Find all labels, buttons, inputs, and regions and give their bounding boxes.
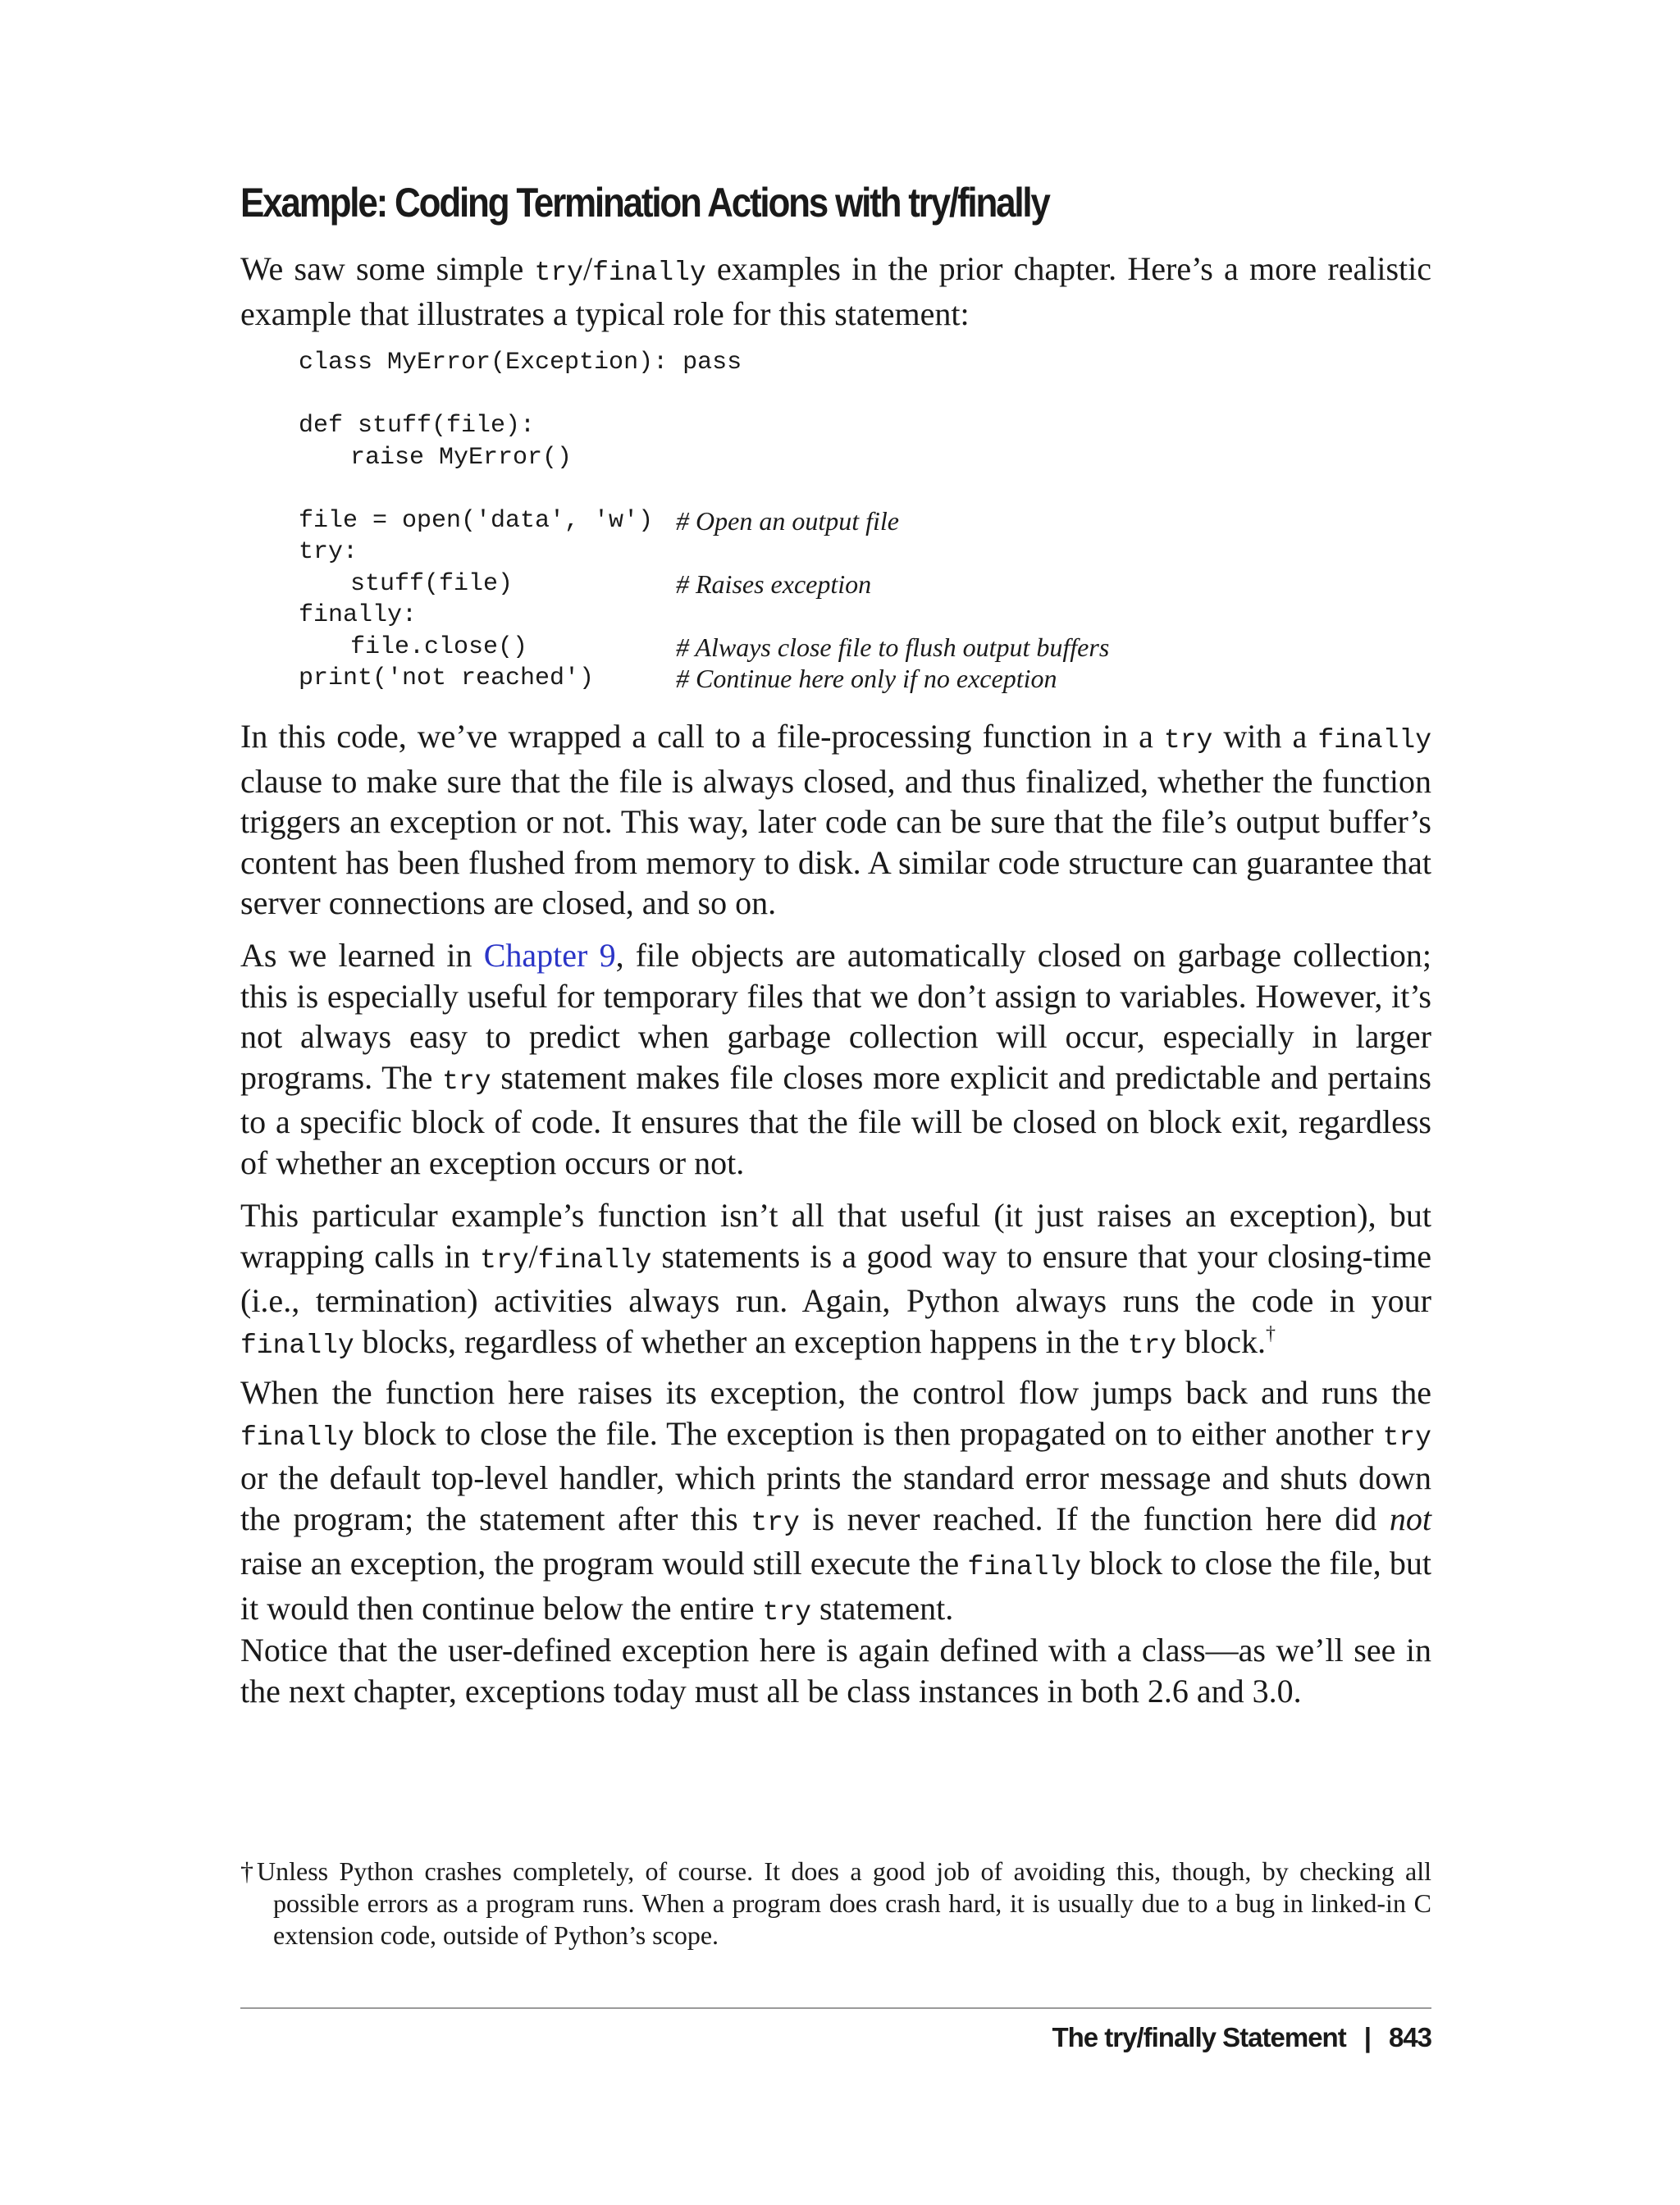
code-comment: # Open an output file [676, 505, 899, 536]
code-example [299, 347, 1365, 695]
chapter-9-link[interactable]: Chapter 9 [483, 937, 616, 974]
section-heading: Example: Coding Termination Actions with try/finally [240, 180, 1049, 226]
code-line: class MyError(Exception): pass [299, 349, 742, 377]
code-comment: # Raises exception [676, 568, 872, 599]
code-comment: # Always close file to flush output buffers [676, 632, 1110, 662]
footnote-text: Unless Python crashes completely, of course. It does a good job of avoiding this, though, by checking all possible errors as a program runs. When a program does crash hard, it is usually due to a bug in linked-in C extension code, outside of Python’s scope. [257, 1856, 1431, 1950]
paragraph-2: As we learned in Chapter 9, file objects are automatically closed on garbage collection; this is especially useful for temporary files that we don’t assign to variables. However, it’s not always easy to predict when garbage collection will occur, especially in larger programs. The try statement makes file closes more explicit and predictable and pertains to a specific block of code. It ensures that the file will be closed on block exit, regardless of whether an exception occurs or not. [240, 937, 1431, 1181]
intro-paragraph: We saw some simple try/finally examples in the prior chapter. Here’s a more realistic example that illustrates a typical role for this statement: [240, 250, 1431, 332]
code-line: stuff(file) # Raises exception [350, 568, 872, 599]
running-section-title: The try/finally Statement [1052, 2022, 1346, 2052]
footnote-reference[interactable]: † [1265, 1322, 1276, 1344]
page-footer [1052, 2022, 1431, 2053]
footer-divider [240, 2007, 1431, 2009]
code-line: file = open('data', 'w') # Open an output file [299, 505, 899, 536]
paragraph-3: This particular example’s function isn’t all that useful (it just raises an exception), but wrapping calls in try/finally statements is a good way to ensure that your closing-time (i.e., termination) activities always run. Again, Python always runs the code in your finally blocks, regardless of whether an exception happens in the try block.† [240, 1197, 1431, 1361]
code-line: try: [299, 538, 358, 566]
page-number: 843 [1388, 2022, 1431, 2052]
code-comment: # Continue here only if no exception [676, 664, 1057, 693]
footer-separator: | [1363, 2022, 1371, 2052]
code-line: file.close() # Always close file to flush output buffers [350, 632, 1110, 662]
footnote [240, 1856, 1431, 1952]
paragraph-4: When the function here raises its exception, the control flow jumps back and runs the finally block to close the file. The exception is then propagated on to either another try or the default top-level handler, which prints the standard error message and shuts down the program; the statement after this try is never reached. If the function here did not raise an exception, the program would still execute the finally block to close the file, but it would then continue below the entire try statement. [240, 1374, 1432, 1628]
paragraph-5: Notice that the user-defined exception here is again defined with a class—as we’ll see in the next chapter, exceptions today must all be class instances in both 2.6 and 3.0. [240, 1632, 1431, 1710]
code-line: def stuff(file): [299, 412, 536, 440]
footnote-mark: † [240, 1856, 253, 1886]
paragraph-1: In this code, we’ve wrapped a call to a file-processing function in a try with a finally clause to make sure that the file is always closed, and thus finalized, whether the function triggers an exception or not. This way, later code can be sure that the file’s output buffer’s content has been flushed from memory to disk. A similar code structure can guarantee that server connections are closed, and so on. [240, 718, 1431, 921]
code-line: print('not reached') # Continue here only if no exception [299, 664, 1057, 693]
code-line: raise MyError() [350, 443, 573, 472]
code-line: finally: [299, 601, 418, 629]
